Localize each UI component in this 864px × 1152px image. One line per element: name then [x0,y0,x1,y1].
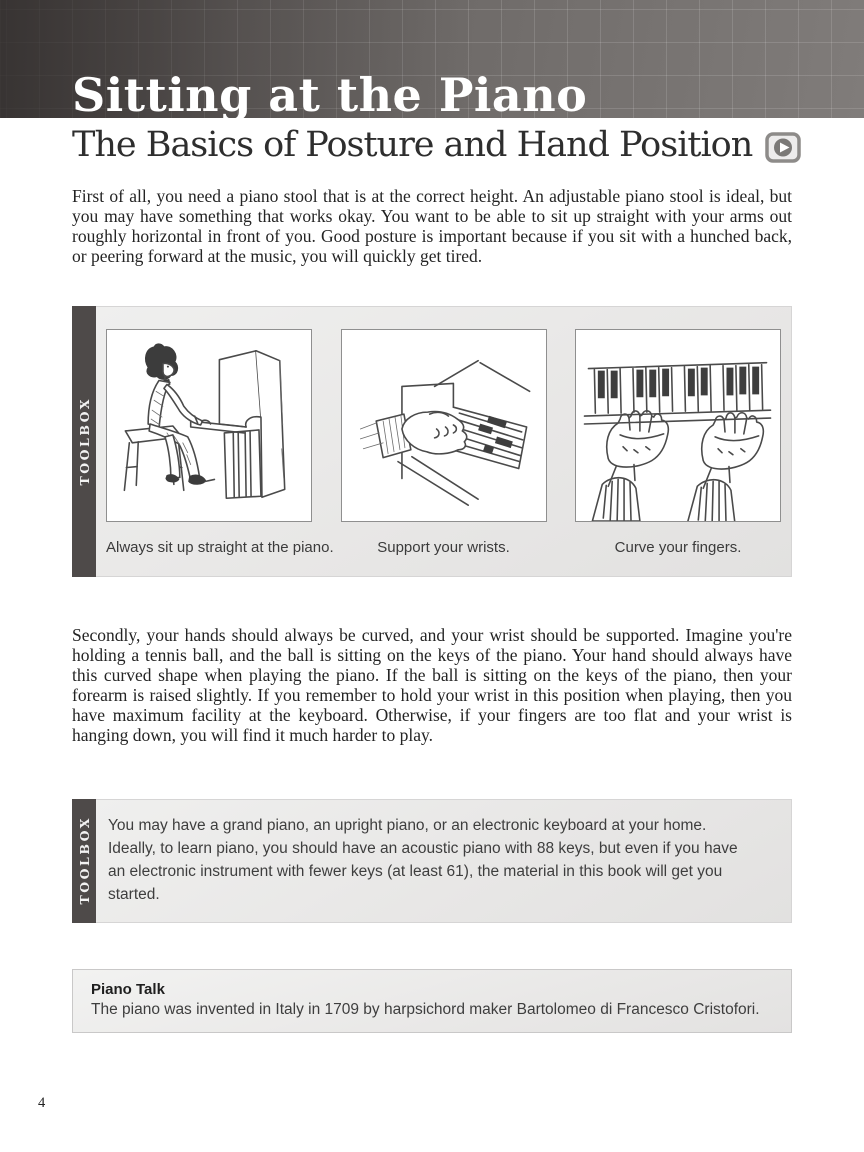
toolbox-sidebar [72,306,96,577]
figure-fingers-frame [575,329,781,522]
hand-shape-paragraph: Secondly, your hands should always be curved, and your wrist should be supported. Imagine you're holding a tennis ball, and the ball is sitting on the keys of the piano. Your hand should always have this curved shape when playing the piano. If the ball is sitting on the keys of the piano, then your forearm is raised slightly. If you remember to hold your wrist in this position when playing, then you have maximum facility at the keyboard. Otherwise, if your fingers are too flat and your wrist is hanging down, you will find it much harder to play. [72,624,792,745]
page-subtitle: The Basics of Posture and Hand Position [72,125,753,165]
toolbox-note-panel [96,799,792,923]
toolbox-note-text: You may have a grand piano, an upright piano, or an electronic keyboard at your home. Ideally, to learn piano, you should have an acoustic piano with 88 keys, but even if you have an electronic instrument with fewer keys (at least 61), the material in this book will get you started. [108,816,738,903]
toolbox-label: TOOLBOX [76,396,92,486]
page-title: Sitting at the Piano [72,68,588,122]
figure-wrist-caption: Support your wrists. [377,538,510,556]
chapter-header-banner [0,0,864,122]
figure-posture-caption: Always sit up straight at the piano. [106,538,334,556]
page-number: 4 [38,1095,46,1111]
figure-posture-frame [106,329,312,522]
figure-posture [106,329,334,556]
toolbox-label: TOOLBOX [76,816,92,906]
curved-fingers-sketch [576,330,780,521]
figure-wrist [341,329,547,556]
subtitle-row [72,127,804,164]
piano-talk-box [72,969,792,1033]
figure-fingers-caption: Curve your fingers. [614,538,742,556]
intro-paragraph: First of all, you need a piano stool that is at the correct height. An adjustable piano stool is ideal, but you may have something that works okay. You want to be able to sit up straight with your arms out roughly horizontal in front of you. Good posture is important because if you sit with a hunched back, or peering forward at the music, you will quickly get tired. [72,185,792,266]
wrist-support-sketch [342,330,546,521]
toolbox-figures-panel [96,306,792,577]
figure-row [96,307,791,576]
figure-wrist-frame [341,329,547,522]
toolbox-note-section [72,799,792,923]
child-at-piano-sketch [107,330,311,521]
video-play-icon[interactable] [765,132,801,163]
toolbox-sidebar [72,799,96,923]
figure-fingers [575,329,781,556]
piano-talk-title: Piano Talk [91,980,165,998]
toolbox-figures-section [72,306,792,577]
piano-talk-text: The piano was invented in Italy in 1709 by harpsichord maker Bartolomeo di Francesco Cristofori. [91,1000,760,1018]
